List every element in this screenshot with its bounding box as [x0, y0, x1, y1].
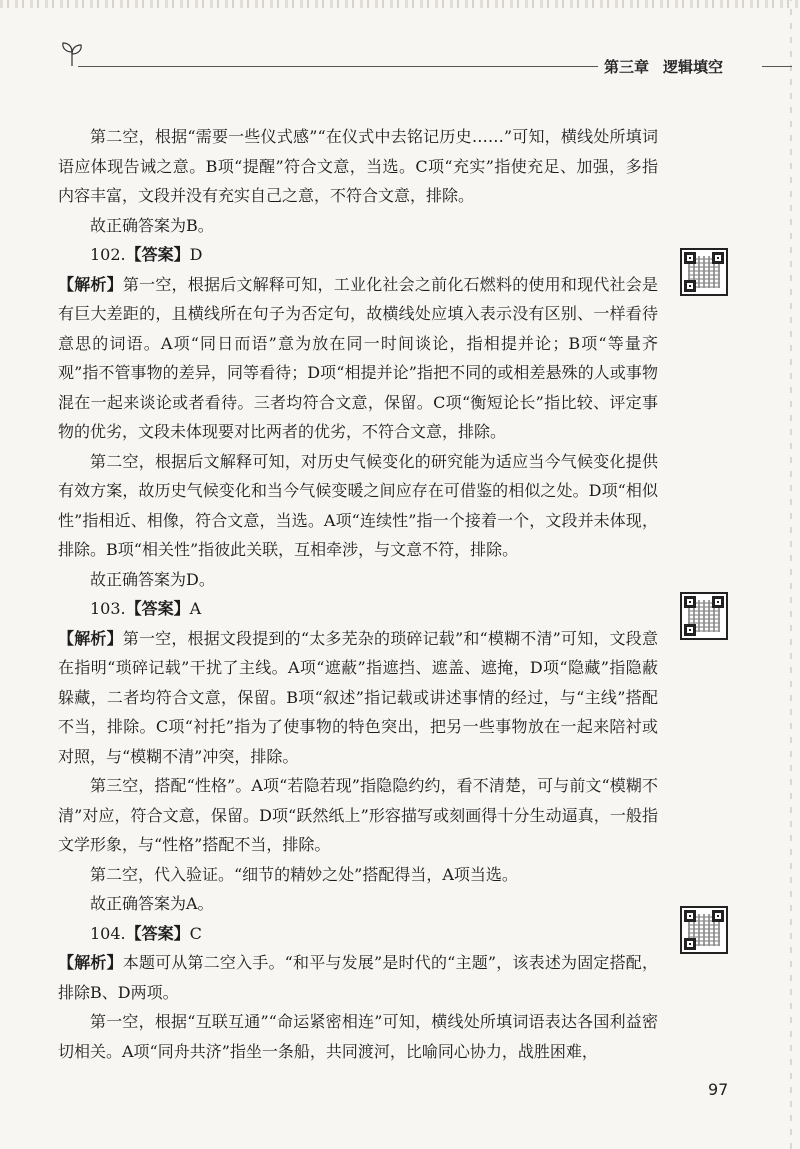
paragraph: 第二空，代入验证。“细节的精妙之处”搭配得当，A项当选。 — [90, 864, 518, 884]
analysis-paragraph: 【解析】第一空，根据文段提到的“太多芜杂的琐碎记载”和“模糊不清”可知，文段意在指明“琐碎记载”干扰了主线。A项“遮蔽”指遮挡、遮盖、遮掩，D项“隐藏”指隐蔽躲藏，二者均符合文意，保留。B项“叙述”指记载或讲述事情的经过，与“主线”搭配不当，排除。C项“衬托”指为了使事物的特色突出，把另一些事物放在一起来陪衬或对照，与“模糊不清”冲突，排除。 — [58, 628, 658, 766]
chapter-title: 逻辑填空 — [663, 58, 724, 76]
qr-code-icon[interactable] — [680, 248, 728, 296]
header-rule — [78, 66, 598, 67]
answer-line-102: 102.【答案】D — [90, 245, 203, 264]
answer-line-104: 104.【答案】C — [90, 923, 202, 943]
paragraph: 第二空，根据后文解释可知，对历史气候变化的研究能为适应当今气候变化提供有效方案，故历史气候变化和当今气候变暖之间应存在可借鉴的相似之处。D项“相似性”指相近、相像，符合文意，当选。A项“连续性”指一个接着一个，文段并未体现，排除。B项“相关性”指彼此关联，互相牵涉，与文意不符，排除。 — [58, 451, 658, 559]
answer-conclusion: 故正确答案为B。 — [90, 215, 214, 235]
paragraph: 第三空，搭配“性格”。A项“若隐若现”指隐隐约约，看不清楚，可与前文“模糊不清”对应，符合文意，保留。D项“跃然纸上”形容描写或刻画得十分生动逼真，一般指文学形象，与“性格”搭配不当，排除。 — [58, 776, 658, 854]
chapter-label: 第三章 — [604, 58, 650, 76]
qr-code-icon[interactable] — [680, 592, 728, 640]
answer-conclusion: 故正确答案为A。 — [90, 894, 214, 913]
page-edge — [790, 0, 792, 1149]
header-rule-right — [762, 66, 792, 67]
paragraph: 第一空，根据“互联互通”“命运紧密相连”可知，横线处所填词语表达各国利益密切相关。A项“同舟共济”指坐一条船，共同渡河，比喻同心协力，战胜困难， — [58, 1012, 658, 1061]
answer-conclusion: 故正确答案为D。 — [90, 569, 215, 589]
answer-line-103: 103.【答案】A — [90, 599, 202, 618]
analysis-paragraph: 【解析】本题可从第二空入手。“和平与发展”是时代的“主题”，该表述为固定搭配，排除B、D两项。 — [58, 953, 658, 1002]
main-text — [58, 122, 658, 1066]
chapter-header — [604, 56, 737, 77]
leaf-icon — [58, 40, 86, 68]
paragraph: 第二空，根据“需要一些仪式感”“在仪式中去铭记历史……”可知，横线处所填词语应体现告诫之意。B项“提醒”符合文意，当选。C项“充实”指使充足、加强，多指内容丰富，文段并没有充实自己之意，不符合文意，排除。 — [58, 127, 658, 205]
analysis-paragraph: 【解析】第一空，根据后文解释可知，工业化社会之前化石燃料的使用和现代社会是有巨大差距的，且横线所在句子为否定句，故横线处应填入表示没有区别、一样看待意思的词语。A项“同日而语”意为放在同一时间谈论，指相提并论；B项“等量齐观”指不管事物的差异，同等看待；D项“相提并论”指把不同的或相差悬殊的人或事物混在一起来谈论或者看待。三者均符合文意，保留。C项“衡短论长”指比较、评定事物的优劣，文段未体现要对比两者的优劣，不符合文意，排除。 — [58, 274, 658, 441]
page-number: 97 — [708, 1080, 729, 1099]
scan-noise — [0, 0, 800, 8]
qr-code-icon[interactable] — [680, 906, 728, 954]
